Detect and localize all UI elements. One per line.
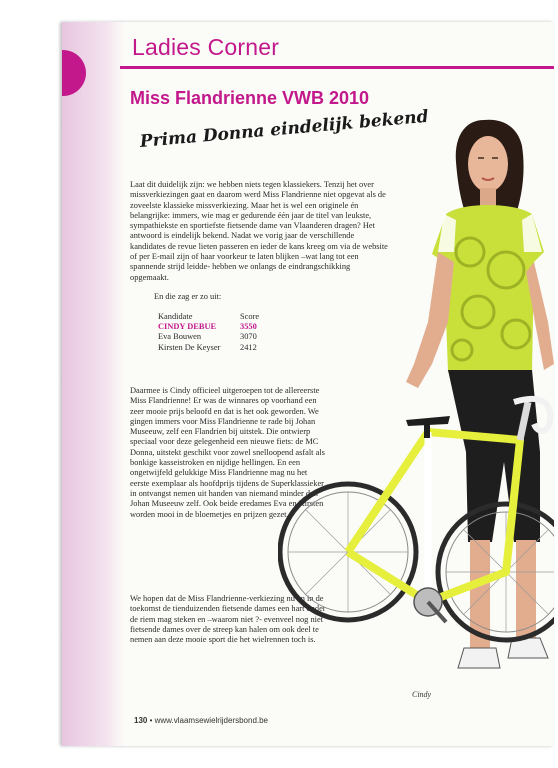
section-title: Ladies Corner bbox=[132, 34, 280, 60]
announcement-paragraph: Daarmee is Cindy officieel uitgeroepen tot de allereerste Miss Flandrienne! Er was de winnares op voorhand een zeer mooie prijs beloofd en dat is het ook geworden. We gingen immers voor Miss Flandrienne te rade bij Johan Museeuw, zelf een Flandrien bij uitstek. Die ontwierp speciaal voor deze gelegenheid een nieuwe fiets: de MC Donna, uitstekt geschikt voor zowel snelloopend asfalt als bonkige kasseistroken en nijdige hellingen. En een ongetwijfeld gelukkige Miss Flandrienne mag nu het eerste exemplaar als hoofdprijs tijdens de Superklassieker in ontvangst nemen uit handen van niemand minder dan Johan Museeuw zelf. Ook beide eredames Eva en Kirsten worden mooi in de bloemetjes en prijzen gezet. bbox=[130, 386, 325, 519]
title-divider bbox=[120, 66, 554, 69]
face-shape bbox=[468, 136, 508, 192]
results-header-row bbox=[158, 311, 259, 322]
closing-paragraph: We hopen dat de Miss Flandrienne-verkiezing nu en in de toekomst de tienduizenden fietsende dames een hart onder de riem mag steken en –waarom niet ?- evenveel nog niet fietsende dames over de streep kan halen om ook deel te nemen aan deze mooie sport die het wielrennen toch is. bbox=[130, 594, 326, 645]
footer-website: www.vlaamsewielrijdersbond.be bbox=[154, 716, 269, 725]
candidate-name: Eva Bouwen bbox=[158, 332, 202, 341]
intro-paragraph: Laat dit duidelijk zijn: we hebben niets tegen klassiekers. Tenzij het over missverkiezingen gaat en daarom werd Miss Flandrienne niet opgevat als de zoveelste klassieke missverkiezing. Maar het is wel een originele én belangrijke: immers, wie mag er gedurende één jaar de titel van leukste, sympathiekste en sportiefste fietsende dame van Vlaanderen dragen? Het antwoord is eindelijk bekend. Nadat we vorig jaar de verschillende kandidates de revue lieten passeren en ieder de kans kreeg om via de website of per E-mail zijn of haar voorkeur te laten blijken –wat lang tot een spannende strijd leidde- hebben we onlangs de eindrangschikking opgemaakt. bbox=[130, 180, 388, 282]
magazine-page bbox=[62, 22, 554, 746]
candidate-score: 3550 bbox=[240, 321, 257, 331]
results-table bbox=[158, 311, 259, 353]
candidate-score: 3070 bbox=[240, 332, 257, 341]
page-footer bbox=[134, 716, 268, 725]
cyclist-with-bike-photo bbox=[278, 102, 554, 702]
shorts-shape bbox=[448, 370, 540, 542]
page-number: 130 bbox=[134, 716, 148, 725]
article-headline: Miss Flandrienne VWB 2010 bbox=[130, 88, 370, 108]
candidate-name: CINDY DEBUE bbox=[158, 321, 217, 331]
candidate-score: 2412 bbox=[240, 342, 257, 352]
results-row bbox=[158, 332, 259, 343]
scan-margin bbox=[0, 0, 56, 768]
footer-separator: • bbox=[149, 716, 155, 725]
article-subheadline: Prima Donna eindelijk bekend bbox=[139, 106, 430, 152]
pink-margin-strip bbox=[62, 22, 124, 746]
results-row bbox=[158, 343, 259, 354]
results-header-score: Score bbox=[240, 311, 260, 321]
candidate-name: Kirsten De Keyser bbox=[158, 342, 221, 352]
results-row-winner bbox=[158, 322, 259, 333]
photo-caption: Cindy bbox=[412, 690, 432, 699]
results-header-candidate: Kandidate bbox=[158, 311, 193, 321]
results-intro: En die zag er zo uit: bbox=[154, 292, 222, 301]
